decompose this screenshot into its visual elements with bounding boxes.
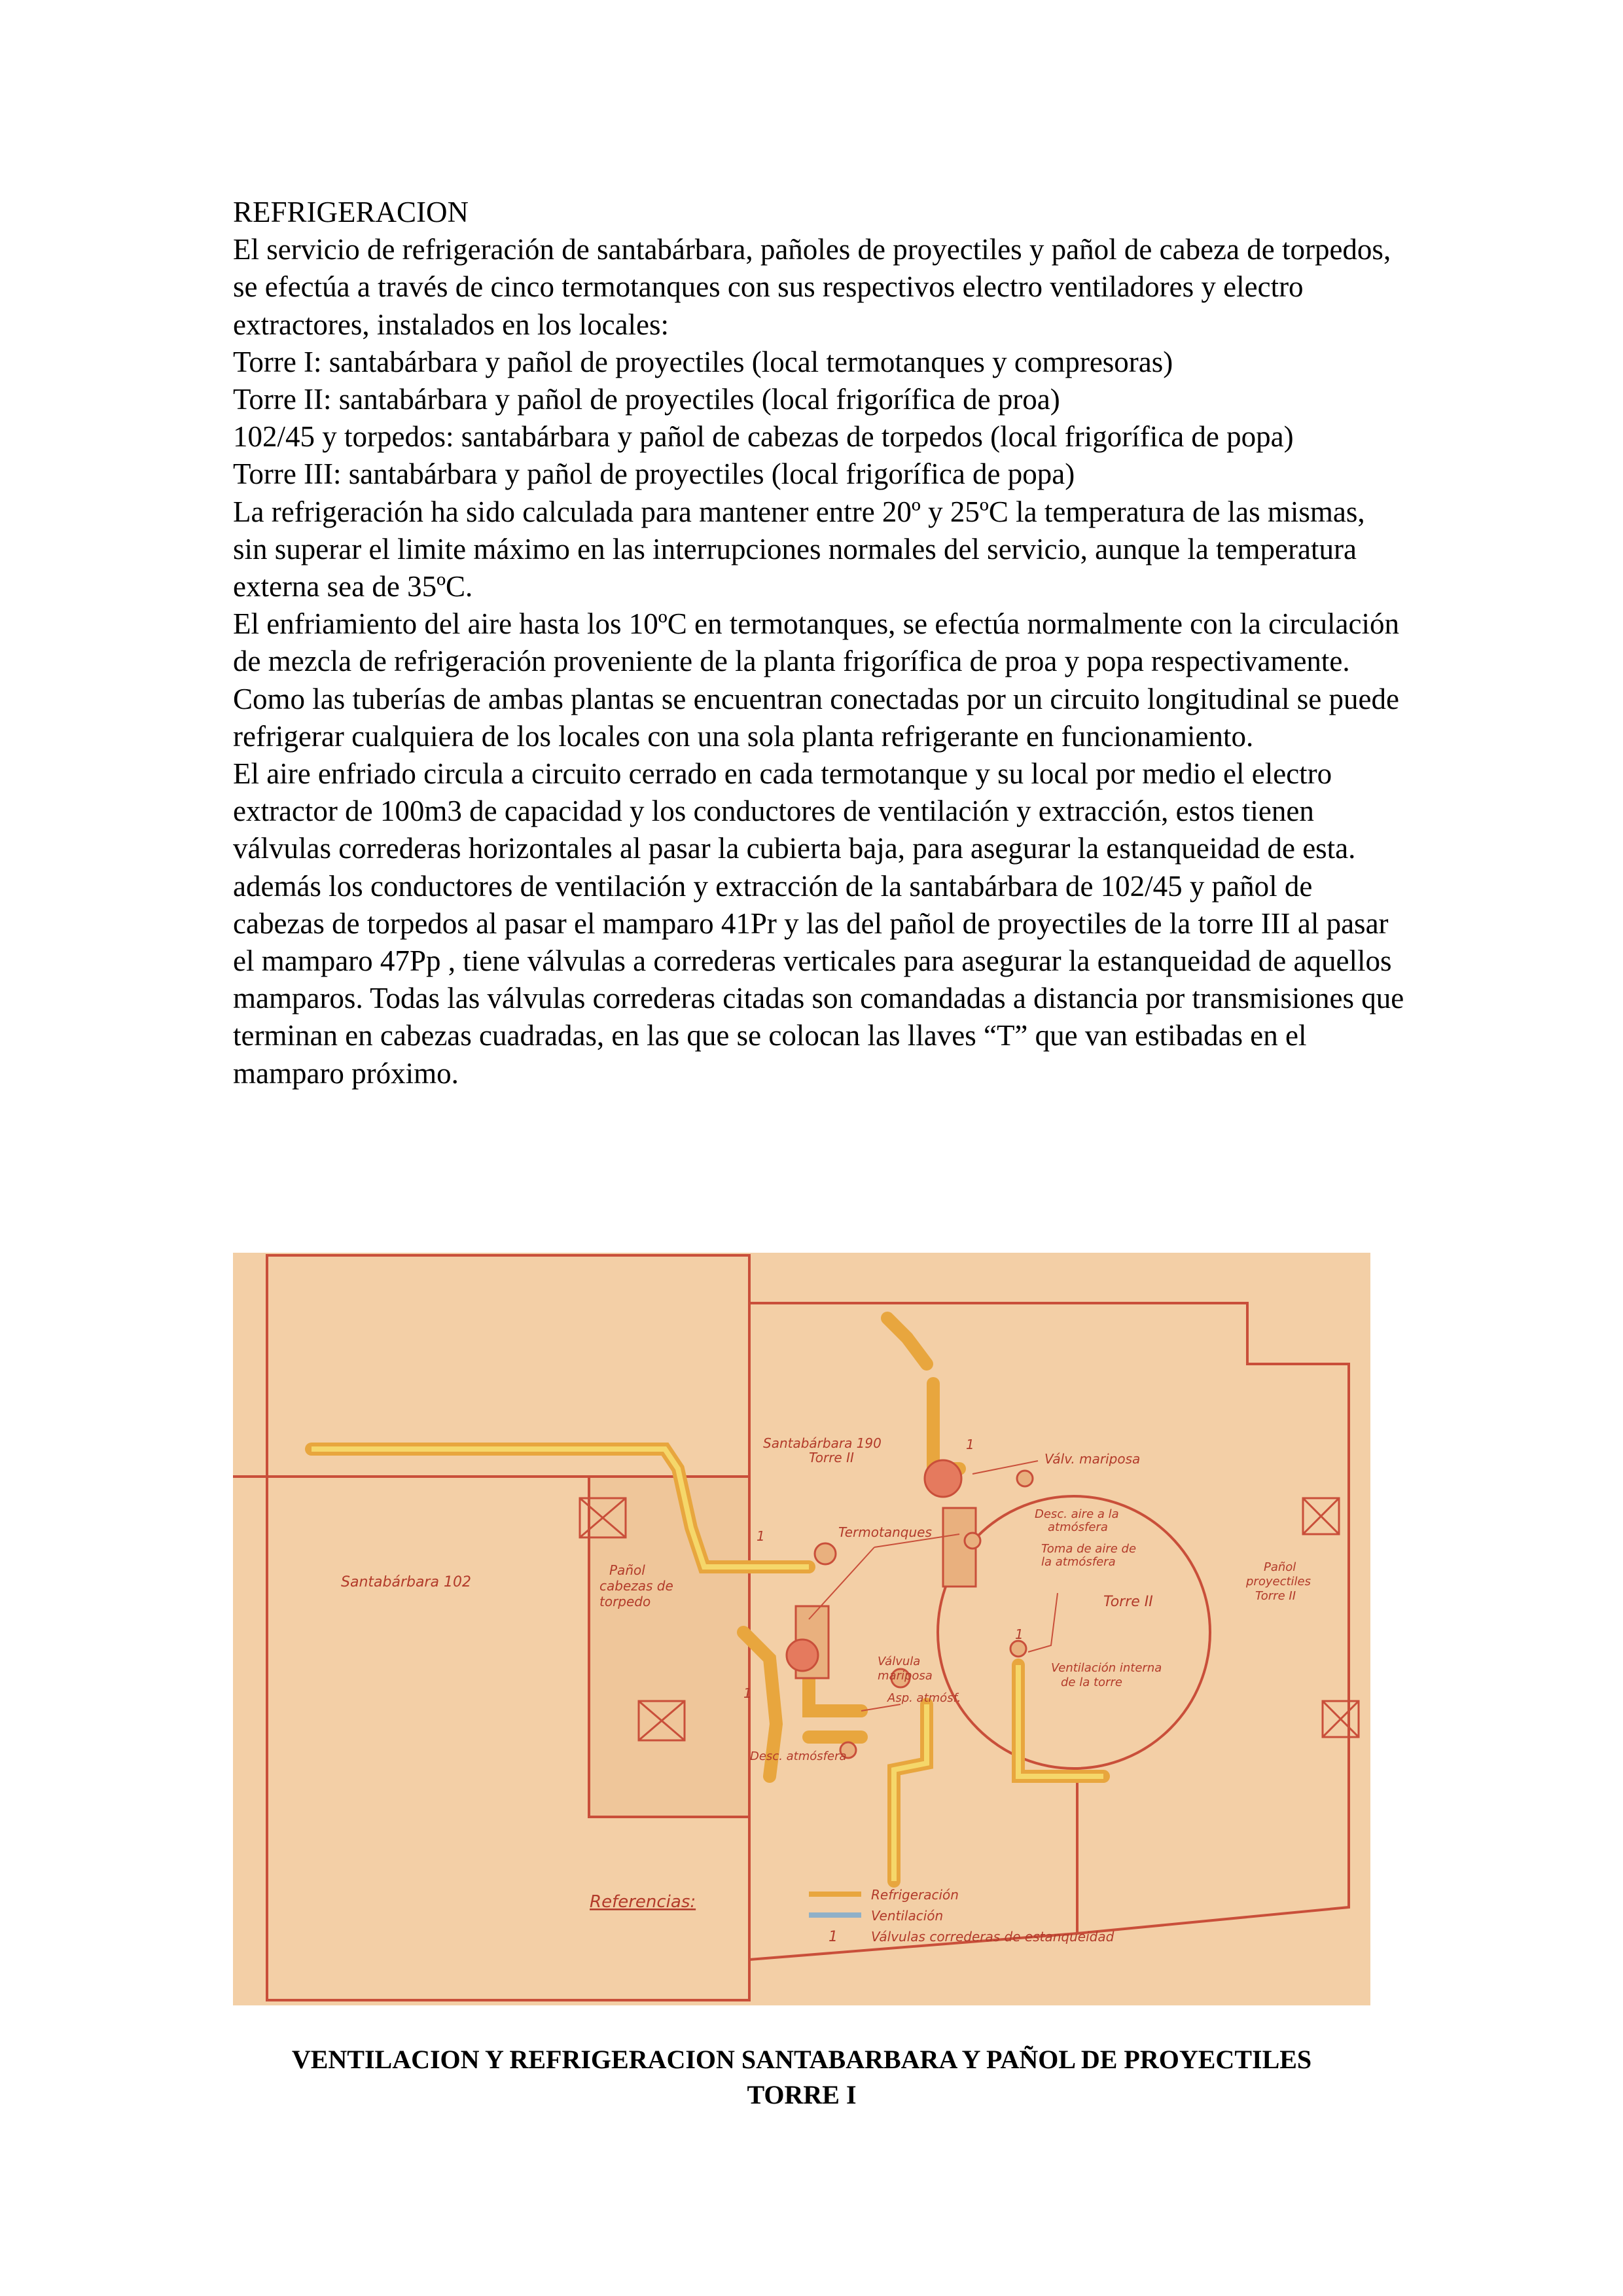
document-body (233, 194, 1404, 1092)
legend-label-refrigeracion: Refrigeración (871, 1887, 959, 1903)
label-valv-mariposa: Válv. mariposa (1044, 1451, 1141, 1467)
label-desc-aire-2: atmósfera (1048, 1520, 1108, 1534)
paragraph-torre-ii: Torre II: santabárbara y pañol de proyectiles (local frigorífica de proa) (233, 383, 1060, 416)
legend-label-ventilacion: Ventilación (871, 1908, 944, 1924)
paragraph-intro: El servicio de refrigeración de santabárbara, pañoles de proyectiles y pañol de cabeza de torpedos, se efectúa a través de cinco termotanques con sus respectivos electro ventiladores y electro extractores, instalados en los locales: (233, 233, 1391, 341)
section-heading: REFRIGERACION (233, 196, 469, 228)
ventilation-diagram (233, 1253, 1370, 2005)
label-termotanques: Termotanques (838, 1524, 932, 1540)
valve-marker-b: 1 (966, 1437, 974, 1452)
paragraph-102-45: 102/45 y torpedos: santabárbara y pañol de cabezas de torpedos (local frigorífica de popa) (233, 420, 1294, 454)
valve-marker-a: 1 (757, 1528, 765, 1544)
label-torre-ii: Torre II (1103, 1594, 1153, 1610)
label-proyectiles-2: proyectiles (1246, 1575, 1311, 1588)
paragraph-torre-iii: Torre III: santabárbara y pañol de proyectiles (local frigorífica de popa) (233, 457, 1075, 491)
paragraph-torre-i: Torre I: santabárbara y pañol de proyectiles (local termotanques y compresoras) (233, 345, 1173, 378)
legend-label-valvulas: Válvulas correderas de estanqueidad (871, 1929, 1115, 1945)
legend-marker-1: 1 (829, 1929, 838, 1945)
paragraph-temperatura: La refrigeración ha sido calculada para mantener entre 20º y 25ºC la temperatura de las mismas, sin superar el limite máximo en las interrupciones normales del servicio, aunque la temperatura externa sea de 35ºC. (233, 495, 1365, 603)
paragraph-circulacion: El aire enfriado circula a circuito cerrado en cada termotanque y su local por medio el electro extractor de 100m3 de capacidad y los conductores de ventilación y extracción, estos tienen válvulas correderas horizontales al pasar la cubierta baja, para asegurar la estanqueidad de esta. además los conductores de ventilación y extracción de la santabárbara de 102/45 y pañol de cabezas de torpedos al pasar el mamparo 41Pr y las del pañol de proyectiles de la torre III al pasar el mamparo 47Pp , tiene válvulas a correderas verticales para asegurar la estanqueidad de aquellos mamparos. Todas las válvulas correderas citadas son comandadas a distancia por transmisiones que terminan en cabezas cuadradas, en las que se colocan las llaves “T” que van estibadas en el mamparo próximo. (233, 757, 1404, 1090)
label-panol-1: Pañol (609, 1562, 645, 1578)
figure-caption (233, 2042, 1370, 2113)
label-valvula-2: mariposa (878, 1669, 933, 1683)
label-toma-aire-2: la atmósfera (1041, 1555, 1116, 1569)
label-asp-atmosf: Asp. atmósf. (887, 1691, 961, 1705)
label-ventilacion-interna-1: Ventilación interna (1051, 1661, 1162, 1675)
caption-line-1: VENTILACION Y REFRIGERACION SANTABARBARA Y PAÑOL DE PROYECTILES (291, 2045, 1312, 2074)
label-ventilacion-interna-2: de la torre (1061, 1676, 1122, 1689)
paragraph-enfriamiento: El enfriamiento del aire hasta los 10ºC en termotanques, se efectúa normalmente con la circulación de mezcla de refrigeración proveniente de la planta frigorífica de proa y popa respectivamente. Como las tuberías de ambas plantas se encuentran conectadas por un circuito longitudinal se puede refrigerar cualquiera de los locales con una sola planta refrigerante en funcionamiento. (233, 607, 1400, 753)
valve-marker-d: 1 (743, 1685, 752, 1701)
diagram-svg (233, 1253, 1370, 2005)
caption-line-2: TORRE I (747, 2080, 857, 2109)
label-desc-aire-1: Desc. aire a la (1035, 1507, 1119, 1521)
label-panol-2: cabezas de (599, 1578, 673, 1594)
label-proyectiles-1: Pañol (1264, 1560, 1296, 1574)
label-valvula-1: Válvula (878, 1655, 921, 1668)
label-desc-atmosfera: Desc. atmósfera (750, 1749, 847, 1763)
label-proyectiles-3: Torre II (1255, 1589, 1296, 1603)
legend-title: Referencias: (590, 1892, 696, 1912)
label-santabarbara-102: Santabárbara 102 (341, 1574, 471, 1590)
label-torre-ii-top: Torre II (809, 1450, 854, 1465)
valve-marker-c: 1 (1015, 1626, 1024, 1642)
label-toma-aire-1: Toma de aire de (1041, 1542, 1137, 1556)
label-santabarbara-190: Santabárbara 190 (763, 1435, 882, 1451)
label-panol-3: torpedo (599, 1594, 651, 1609)
